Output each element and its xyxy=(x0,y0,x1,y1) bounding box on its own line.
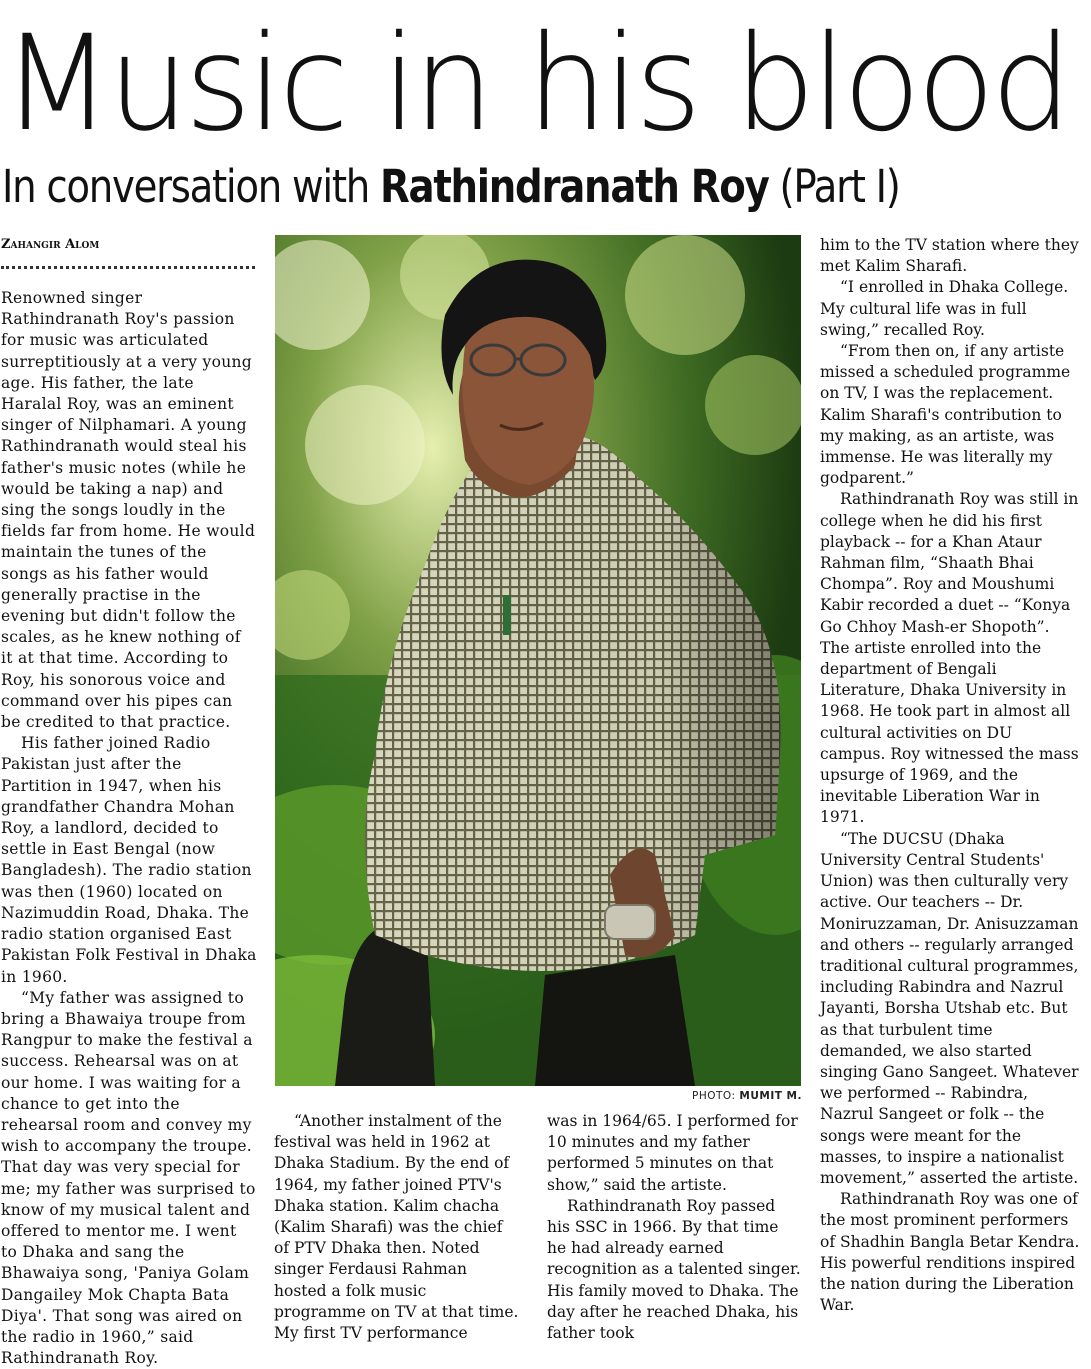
paragraph: “I enrolled in Dhaka College. My cultural life was in full swing,” recalled Roy. xyxy=(820,278,1069,339)
paragraph: Rathindranath Roy was one of the most prominent performers of Shadhin Bangla Betar Kendra. His powerful renditions inspired the nation during the Liberation War. xyxy=(820,1190,1080,1315)
article-column-4 xyxy=(820,235,1082,1316)
portrait-photo xyxy=(275,235,801,1086)
paragraph: Renowned singer Rathindranath Roy's passion for music was articulated surreptitiously at a very young age. His father, the late Haralal Roy, was an eminent singer of Nilphamari. A young Rathindranath would steal his father's music notes (while he would be taking a nap) and sing the songs loudly in the fields far from home. He would maintain the tunes of the songs as his father would generally practise in the evening but didn't follow the scales, as he knew nothing of it at that time. According to Roy, his sonorous voice and command over his pipes can be credited to that practice. xyxy=(1,289,256,732)
paragraph: “Another instalment of the festival was held in 1962 at Dhaka Stadium. By the end of 1964, my father joined PTV's Dhaka station. Kalim chacha (Kalim Sharafi) was the chief of PTV Dhaka then. Noted singer Ferdausi Rahman hosted a folk music programme on TV at that time. My first TV performance xyxy=(274,1112,519,1343)
paragraph: Rathindranath Roy passed his SSC in 1966. By that time he had already earned recognition as a talented singer. His family moved to Dhaka. The day after he reached Dhaka, his father took xyxy=(547,1196,801,1343)
byline: Zahangir Alom xyxy=(1,237,100,252)
article-column-2 xyxy=(274,1111,520,1344)
subheadline xyxy=(2,160,900,214)
paragraph: “My father was assigned to bring a Bhawaiya troupe from Rangpur to make the festival a success. Rehearsal was on at our home. I was waiting for a chance to get into the rehearsal room and convey my wish to accompany the troupe. That day was very special for me; my father was surprised to know of my musical talent and offered to mentor me. I went to Dhaka and sang the Bhawaiya song, 'Paniya Golam Dangailey Mok Chapta Bata Diya'. That song was aired on the radio in 1960,” said Rathindranath Roy. xyxy=(1,988,256,1368)
paragraph: His father joined Radio Pakistan just after the Partition in 1947, when his grandfather Chandra Mohan Roy, a landlord, decided to settle in East Bengal (now Bangladesh). The radio station was then (1960) located on Nazimuddin Road, Dhaka. The radio station organised East Pakistan Folk Festival in Dhaka in 1960. xyxy=(1,734,257,986)
byline-divider xyxy=(1,258,255,269)
subhead-suffix: (Part I) xyxy=(768,160,900,213)
paragraph: “From then on, if any artiste missed a scheduled programme on TV, I was the replacement. Kalim Sharafi's contribution to my making, as an artiste, was immense. He was literally my godparent.” xyxy=(820,342,1071,488)
subhead-prefix: In conversation with xyxy=(2,160,380,213)
paragraph: “The DUCSU (Dhaka University Central Students' Union) was then culturally very active. Our teachers -- Dr. Moniruzzaman, Dr. Anisuzzaman and others -- regularly arranged traditional cultural programmes, including Rabindra and Nazrul Jayanti, Borsha Utshab etc. But as that turbulent time demanded, we also started singing Gano Sangeet. Whatever we performed -- Rabindra, Nazrul Sangeet or folk -- the songs were meant for the masses, to inspire a nationalist movement,” asserted the artiste. xyxy=(820,829,1079,1187)
photo-credit-name: MUMIT M. xyxy=(739,1090,802,1102)
subhead-name: Rathindranath Roy xyxy=(379,160,769,213)
photo-credit xyxy=(590,1090,802,1102)
headline: Music in his blood xyxy=(2,7,1068,161)
article-column-1 xyxy=(1,288,257,1369)
paragraph: him to the TV station where they met Kalim Sharafi. xyxy=(820,236,1079,276)
paragraph: Rathindranath Roy was still in college when he did his first playback -- for a Khan Ataur Rahman film, “Shaath Bhai Chompa”. Roy and Moushumi Kabir recorded a duet -- “Konya Go Chhoy Mash-er Shopoth”. The artiste enrolled into the department of Bengali Literature, Dhaka University in 1968. He took part in almost all cultural activities on DU campus. Roy witnessed the mass upsurge of 1969, and the inevitable Liberation War in 1971. xyxy=(820,490,1079,827)
paragraph: was in 1964/65. I performed for 10 minutes and my father performed 5 minutes on that show,” said the artiste. xyxy=(547,1112,798,1194)
photo-credit-label: PHOTO: xyxy=(692,1090,736,1102)
article-column-3 xyxy=(547,1111,802,1344)
